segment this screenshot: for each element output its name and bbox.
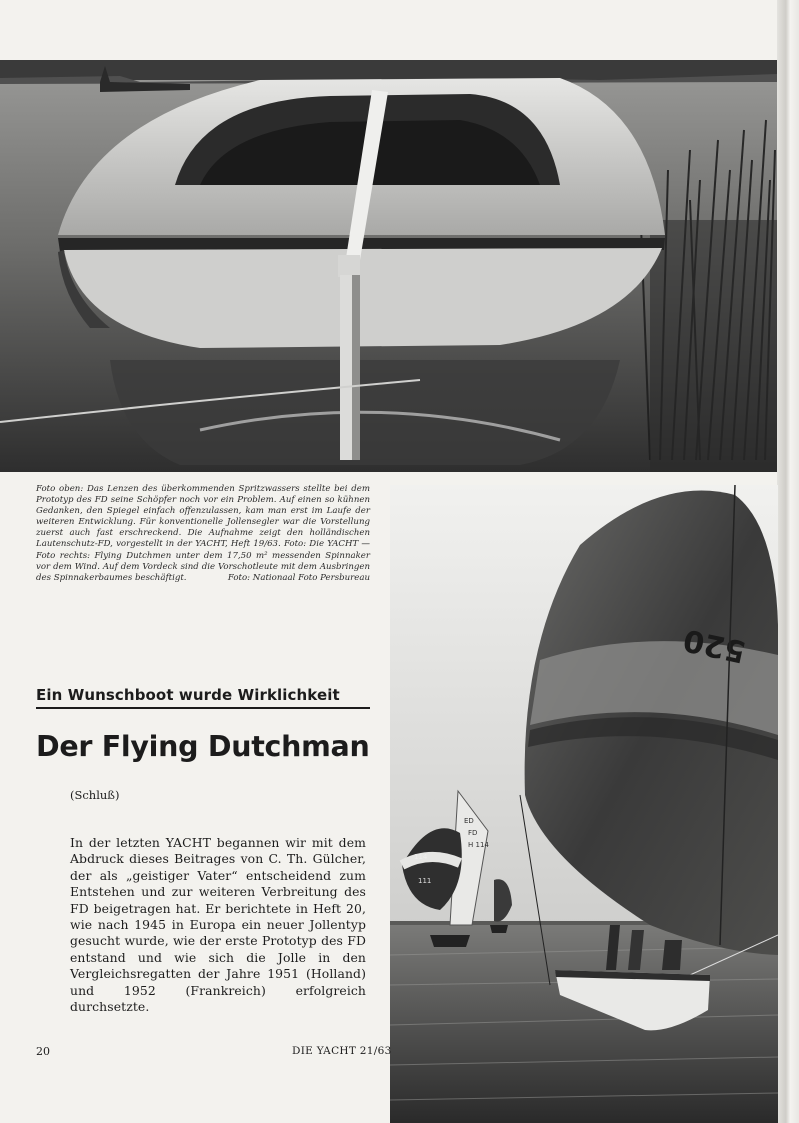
boat-stern-photo	[0, 60, 777, 472]
page-gutter-edge	[777, 0, 799, 1123]
caption-credit: Foto: Nationaal Foto Persbureau	[227, 572, 370, 583]
spinnaker-sail-number: 520	[680, 621, 749, 669]
article-kicker: Ein Wunschboot wurde Wirklichkeit	[36, 686, 370, 709]
article-subline: (Schluß)	[70, 788, 120, 802]
distant-sail-number-fd: FD	[468, 829, 478, 837]
distant-sail-number-ed: ED	[464, 817, 474, 825]
page-number: 20	[36, 1045, 50, 1058]
running-footer: DIE YACHT 21/63	[292, 1045, 392, 1057]
distant-sail-number-111: 111	[418, 877, 432, 885]
distant-spinnaker-number: 114	[414, 853, 428, 861]
article-body: In der letzten YACHT begannen wir mit dem Abdruck dieses Beitrages von C. Th. Gülcher, der als „geistiger Vater“ entscheidend zum Entstehen und zur weiteren Verbreitung des FD beigetragen hat. Er berichtete in Heft 20, wie nach 1945 in Europa ein neuer Jollentyp gesucht wurde, wie der erste Prototyp des FD entstand und wie sich die Jolle in den Vergleichsregatten der Jahre 1951 (Holland) und 1952 (Frankreich) erfolgreich durchsetzte.	[70, 835, 366, 1015]
caption-text: Foto oben: Das Lenzen des überkommenden Spritzwassers stellte bei dem Prototyp des FD seine Schöpfer noch vor ein Problem. Auf einen so kühnen Gedanken, den Spiegel einfach offenzulassen, kam man erst im Laufe der weiteren Entwicklung. Für konventionelle Jollensegler war die Vorstellung zuerst auch fast erschreckend. Die Aufnahme zeigt den holländischen Lautenschutz-FD, vorgestellt in der YACHT, Heft 19/63. Foto: Die YACHT — Foto rechts: Flying Dutchmen unter dem 17,50 m² messenden Spinnaker vor dem Wind. Auf dem Vordeck sind die Vorschotleute mit dem Ausbringen des Spinnakerbaumes beschäftigt.	[36, 484, 370, 583]
article-headline: Der Flying Dutchman	[36, 730, 370, 763]
spinnaker-photo	[390, 485, 778, 1123]
photo-caption	[36, 484, 370, 584]
distant-sail-number-h114: H 114	[468, 841, 489, 849]
